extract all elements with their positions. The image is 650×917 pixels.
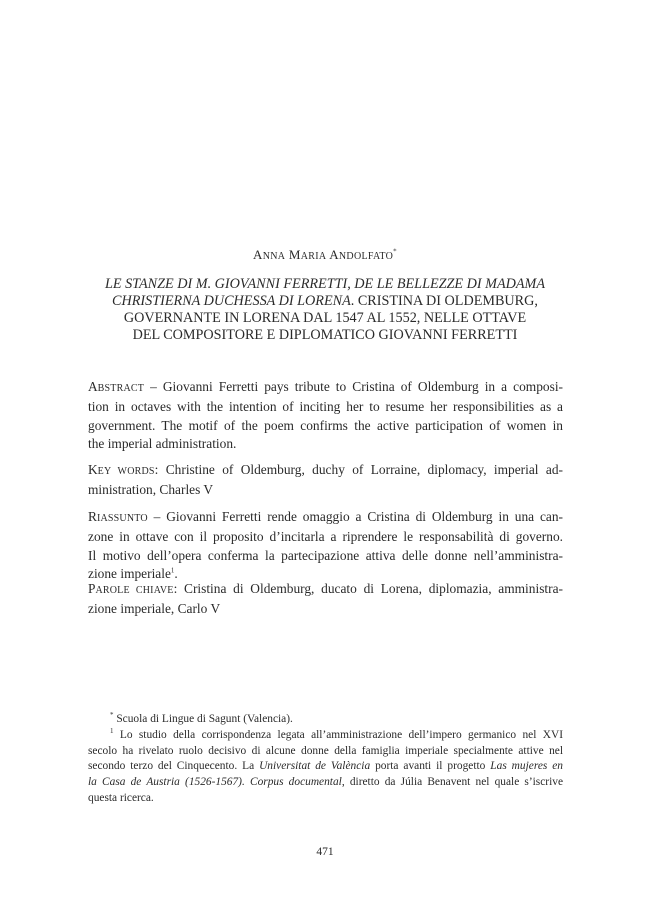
footnote-author: * Scuola di Lingue di Sagunt (Valencia). (110, 711, 293, 725)
footnote-1: $^1$ Lo studio della corrispondenza legata all’amministrazione dell’impero germanico nel XVI (110, 727, 563, 741)
abstract-paragraph: ABSTRACT – Giovanni Ferretti pays tribute to Cristina of Oldemburg in a composi- tion in octaves with the intention of inciting her to resume her responsibilities as a government. The motif of the poem confirms the active participation of women in the imperial administration. (88, 379, 563, 452)
author-footnote-mark: * (393, 247, 397, 256)
author-name: ANNA MARIA ANDOLFATO* (253, 247, 397, 262)
footnote-ref-1[interactable]: 1 (170, 566, 175, 575)
riassunto-label: R (88, 509, 97, 524)
page-number: 471 (316, 846, 334, 858)
abstract-label: A (88, 379, 98, 394)
keywords-paragraph: KEY WORDS: Christine of Oldemburg, duchy of Lorraine, diplomacy, imperial ad- ministration, Charles V (88, 462, 563, 498)
parole-chiave-label: P (88, 581, 96, 596)
riassunto-paragraph: RIASSUNTO – Giovanni Ferretti rende omaggio a Cristina di Oldemburg in una can- zone in ottave con il proposito d’incitarla a riprendere le responsabilità di governo. Il motivo dell’opera conferma la partecipazione attiva delle donne nell’amministra- zione imperiale$^1$. (88, 509, 563, 582)
keywords-label: K (88, 462, 98, 477)
footnotes: * Scuola di Lingue di Sagunt (Valencia). $^1$ Lo studio della corrispondenza legata all’amministrazione dell’impero germanico nel XVI secolo ha rivelato ruolo decisivo di alcune donne della famiglia imperiale specialmente attive nel secondo terzo del Cinquecento. La Universitat de València porta avanti il progetto Las mujeres en la Casa de Austria (1526-1567). Corpus documental, diretto da Júlia Benavent nel quale s’iscrive questa ricerca. (88, 711, 563, 804)
parole-chiave-paragraph: PAROLE CHIAVE: Cristina di Oldemburg, ducato di Lorena, diplomazia, amministra- zione imperiale, Carlo V (88, 581, 563, 617)
article-title: LE STANZE DI M. GIOVANNI FERRETTI, DE LE BELLEZZE DI MADAMA CHRISTIERNA DUCHESSA DI LORENA. CRISTINA DI OLDEMBURG, GOVERNANTE IN LORENA DAL 1547 AL 1552, NELLE OTTAVE DEL COMPOSITORE E DIPLOMATICO GIOVANNI FERRETTI (104, 276, 546, 343)
